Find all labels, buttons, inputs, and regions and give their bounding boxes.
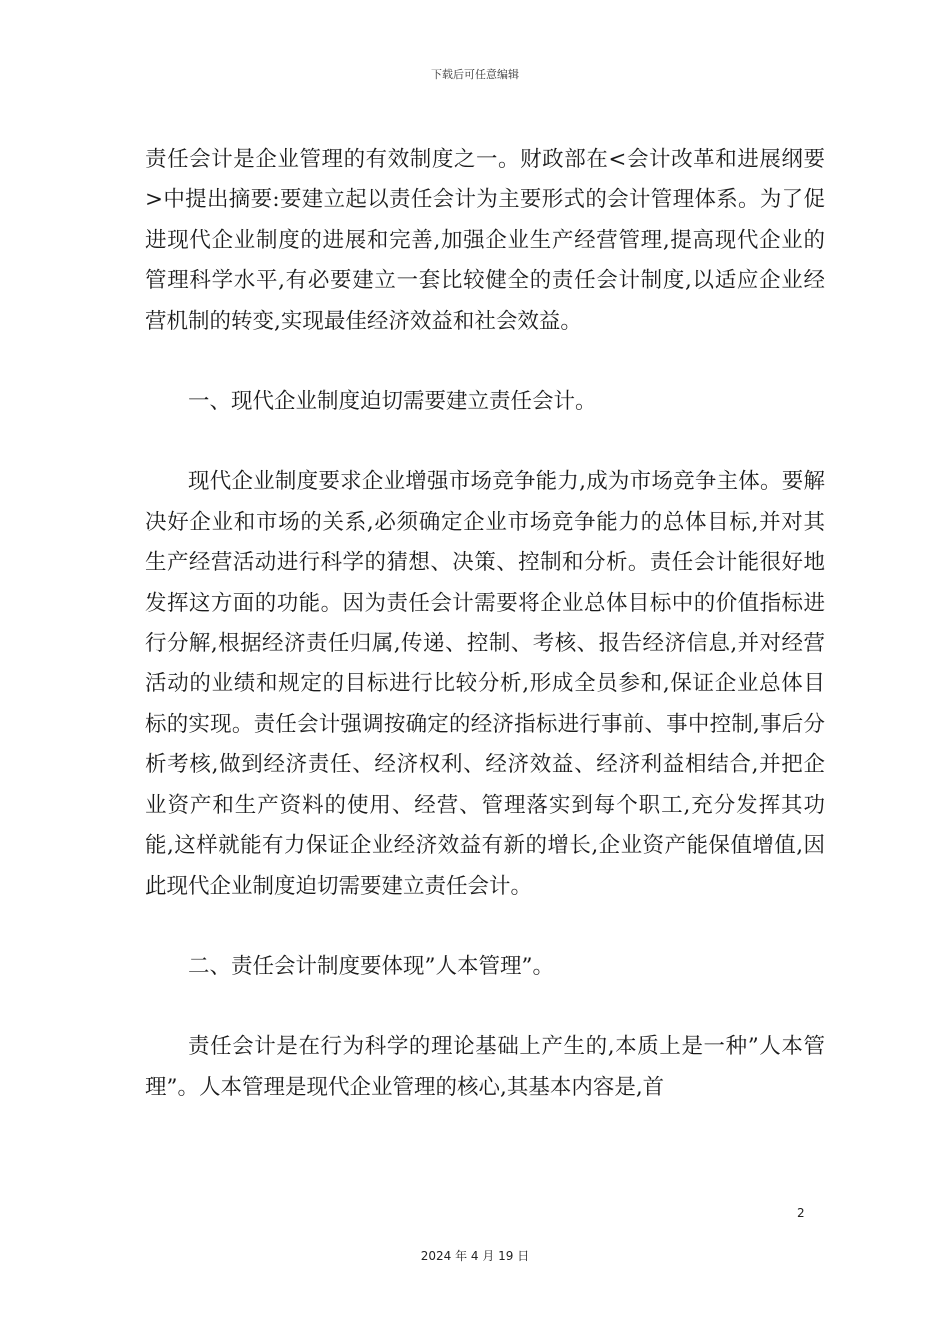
page-number: 2 bbox=[797, 1206, 805, 1220]
section-1-paragraph: 现代企业制度要求企业增强市场竞争能力,成为市场竞争主体。要解决好企业和市场的关系,必须确定企业市场竞争能力的总体目标,并对其生产经营活动进行科学的猜想、决策、控制和分析。责任会计能很好地发挥这方面的功能。因为责任会计需要将企业总体目标中的价值指标进行分解,根据经济责任归属,传递、控制、考核、报告经济信息,并对经营活动的业绩和规定的目标进行比较分析,形成全员参和,保证企业总体目标的实现。责任会计强调按确定的经济指标进行事前、事中控制,事后分析考核,做到经济责任、经济权利、经济效益、经济利益相结合,并把企业资产和生产资料的使用、经营、管理落实到每个职工,充分发挥其功能,这样就能有力保证企业经济效益有新的增长,企业资产能保值增值,因此现代企业制度迫切需要建立责任会计。 bbox=[145, 469, 825, 899]
section-2-paragraph: 责任会计是在行为科学的理论基础上产生的,本质上是一种”人本管理”。人本管理是现代企业管理的核心,其基本内容是,首 bbox=[145, 1034, 825, 1100]
paragraph-spacer bbox=[145, 422, 825, 462]
paragraph-spacer bbox=[145, 342, 825, 382]
section-heading-1: 一、现代企业制度迫切需要建立责任会计。 bbox=[188, 389, 597, 415]
page-footer-date: 2024 年 4 月 19 日 bbox=[420, 1249, 530, 1263]
page-header: 下载后可任意编辑 bbox=[431, 68, 519, 81]
paragraph-spacer bbox=[145, 987, 825, 1027]
intro-paragraph: 责任会计是企业管理的有效制度之一。财政部在<会计改革和进展纲要>中提出摘要:要建立起以责任会计为主要形式的会计管理体系。为了促进现代企业制度的进展和完善,加强企业生产经营管理,提高现代企业的管理科学水平,有必要建立一套比较健全的责任会计制度,以适应企业经营机制的转变,实现最佳经济效益和社会效益。 bbox=[145, 147, 825, 334]
document-body bbox=[145, 140, 825, 1108]
section-heading-2: 二、责任会计制度要体现”人本管理”。 bbox=[188, 953, 554, 979]
paragraph-spacer bbox=[145, 907, 825, 947]
